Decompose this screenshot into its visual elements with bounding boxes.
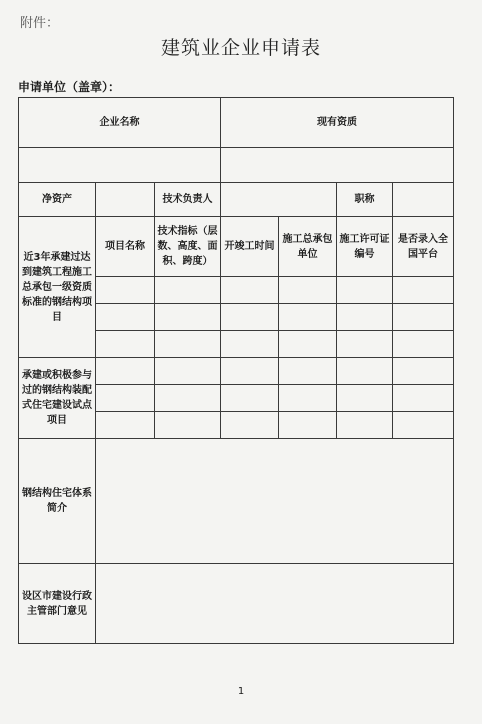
table-cell[interactable] <box>221 385 279 412</box>
table-cell[interactable] <box>337 304 393 331</box>
table-cell[interactable] <box>279 358 337 385</box>
table-cell[interactable] <box>155 277 221 304</box>
authority-opinion-label: 设区市建设行政主管部门意见 <box>19 564 96 644</box>
company-name-cell[interactable] <box>19 148 221 183</box>
table-cell[interactable] <box>96 304 155 331</box>
net-assets-label: 净资产 <box>19 183 96 217</box>
table-cell[interactable] <box>393 412 454 439</box>
applicant-label: 申请单位（盖章）： <box>18 80 121 94</box>
table-cell[interactable] <box>393 331 454 358</box>
table-cell[interactable] <box>393 277 454 304</box>
table-cell[interactable] <box>155 304 221 331</box>
system-intro-label: 钢结构住宅体系简介 <box>19 439 96 564</box>
table-cell[interactable] <box>155 358 221 385</box>
table-cell[interactable] <box>155 331 221 358</box>
table-cell[interactable] <box>155 385 221 412</box>
table-cell[interactable] <box>221 358 279 385</box>
table-cell[interactable] <box>337 385 393 412</box>
company-name-header: 企业名称 <box>19 98 221 148</box>
table-cell[interactable] <box>279 331 337 358</box>
table-cell[interactable] <box>221 277 279 304</box>
table-cell[interactable] <box>221 412 279 439</box>
table-cell[interactable] <box>337 331 393 358</box>
table-cell[interactable] <box>221 304 279 331</box>
table-row <box>19 564 454 644</box>
tech-lead-cell[interactable] <box>221 183 337 217</box>
table-cell[interactable] <box>393 358 454 385</box>
tech-indicators-header: 技术指标（层数、高度、面积、跨度） <box>155 217 221 277</box>
table-cell[interactable] <box>279 277 337 304</box>
qualification-header: 现有资质 <box>221 98 454 148</box>
table-row <box>19 217 454 277</box>
system-intro-cell[interactable] <box>96 439 454 564</box>
job-title-cell[interactable] <box>393 183 454 217</box>
attachment-label: 附件： <box>20 16 60 31</box>
table-cell[interactable] <box>279 412 337 439</box>
table-cell[interactable] <box>155 412 221 439</box>
table-cell[interactable] <box>279 304 337 331</box>
qualification-cell[interactable] <box>221 148 454 183</box>
table-row <box>19 439 454 564</box>
table-cell[interactable] <box>96 331 155 358</box>
pilot-projects-label: 承建或积极参与过的钢结构装配式住宅建设试点项目 <box>19 358 96 439</box>
contractor-header: 施工总承包单位 <box>279 217 337 277</box>
table-row <box>19 98 454 148</box>
net-assets-cell[interactable] <box>96 183 155 217</box>
table-cell[interactable] <box>279 385 337 412</box>
recent-projects-label: 近3年承建过达到建筑工程施工总承包一级资质标准的钢结构项目 <box>19 217 96 358</box>
table-cell[interactable] <box>393 385 454 412</box>
table-cell[interactable] <box>393 304 454 331</box>
project-name-header: 项目名称 <box>96 217 155 277</box>
table-row <box>19 148 454 183</box>
start-time-header: 开竣工时间 <box>221 217 279 277</box>
table-cell[interactable] <box>337 412 393 439</box>
table-row <box>19 183 454 217</box>
national-platform-header: 是否录入全国平台 <box>393 217 454 277</box>
table-cell[interactable] <box>96 385 155 412</box>
authority-opinion-cell[interactable] <box>96 564 454 644</box>
table-cell[interactable] <box>96 277 155 304</box>
application-form-table <box>18 97 454 644</box>
table-cell[interactable] <box>96 412 155 439</box>
table-cell[interactable] <box>337 277 393 304</box>
form-title: 建筑业企业申请表 <box>160 37 321 59</box>
job-title-label: 职称 <box>337 183 393 217</box>
tech-lead-label: 技术负责人 <box>155 183 221 217</box>
table-row <box>19 358 454 385</box>
table-cell[interactable] <box>221 331 279 358</box>
permit-number-header: 施工许可证编号 <box>337 217 393 277</box>
table-cell[interactable] <box>337 358 393 385</box>
table-cell[interactable] <box>96 358 155 385</box>
page-number: 1 <box>237 686 245 697</box>
